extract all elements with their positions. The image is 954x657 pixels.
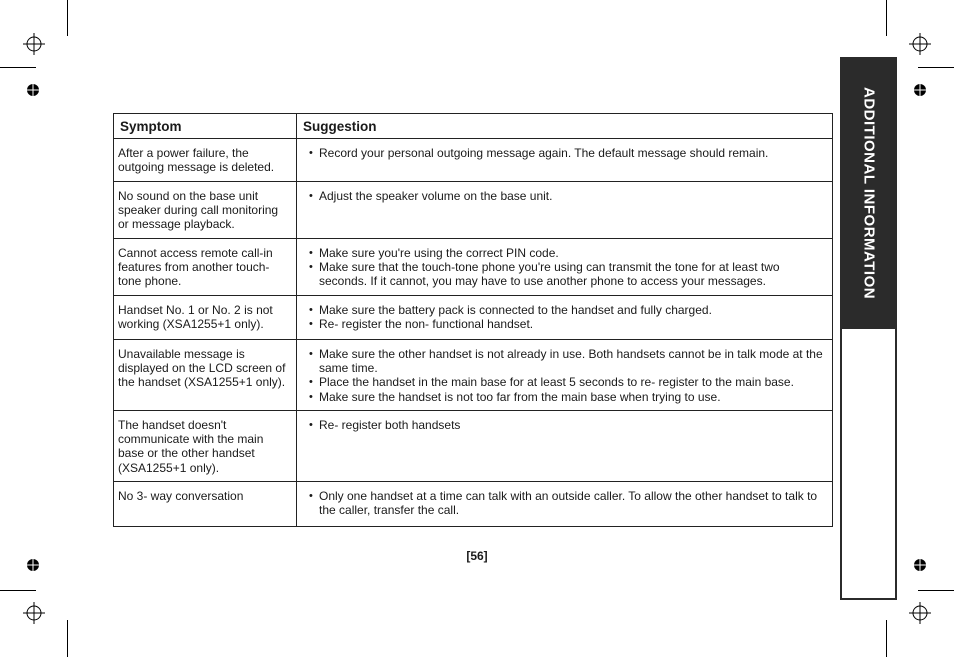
troubleshooting-table (113, 113, 833, 527)
suggestion-cell (297, 411, 833, 482)
suggestion-cell (297, 139, 833, 182)
suggestion-item: • Only one handset at a time can talk with an outside caller. To allow the other handset to talk to the caller, transfer the call. (309, 489, 828, 517)
symptom-cell (114, 182, 297, 239)
suggestion-cell (297, 239, 833, 296)
table-row (114, 139, 833, 182)
table-header-row (114, 114, 833, 139)
suggestion-list (301, 146, 828, 160)
crop-mark (886, 620, 887, 657)
crop-mark (886, 0, 887, 36)
symptom-text: No 3- way conversation (118, 489, 244, 503)
suggestion-list (301, 303, 828, 331)
crop-mark (67, 0, 68, 36)
suggestion-cell (297, 182, 833, 239)
symptom-text: Cannot access remote call-in features from another touch-tone phone. (118, 246, 273, 289)
suggestion-item: • Re- register the non- functional handset. (309, 317, 828, 331)
registration-dot-icon (26, 83, 40, 97)
suggestion-item: • Make sure the other handset is not already in use. Both handsets cannot be in talk mode at the same time. (309, 347, 828, 375)
suggestion-item: • Record your personal outgoing message again. The default message should remain. (309, 146, 828, 160)
suggestion-header: Suggestion (297, 114, 833, 139)
suggestion-item: • Make sure that the touch-tone phone you're using can transmit the tone for at least two seconds. If it cannot, you may have to use another phone to access your messages. (309, 260, 828, 288)
symptom-text: Handset No. 1 or No. 2 is not working (XSA1255+1 only). (118, 303, 273, 332)
symptom-text: The handset doesn't communicate with the main base or the other handset (XSA1255+1 only). (118, 418, 264, 475)
suggestion-list (301, 418, 828, 432)
table-row (114, 296, 833, 340)
symptom-text: No sound on the base unit speaker during call monitoring or message playback. (118, 189, 279, 232)
suggestion-cell (297, 296, 833, 340)
suggestion-list (301, 489, 828, 517)
suggestion-cell (297, 340, 833, 411)
symptom-cell (114, 411, 297, 482)
registration-crosshair-icon (909, 602, 931, 624)
crop-mark (0, 590, 36, 591)
suggestion-cell (297, 482, 833, 527)
symptom-cell (114, 340, 297, 411)
page-number: [56] (466, 549, 488, 563)
suggestion-list (301, 189, 828, 203)
symptom-cell (114, 239, 297, 296)
registration-crosshair-icon (23, 33, 45, 55)
crop-mark (918, 67, 954, 68)
suggestion-item: • Adjust the speaker volume on the base unit. (309, 189, 828, 203)
symptom-text: Unavailable message is displayed on the LCD screen of the handset (XSA1255+1 only). (118, 347, 286, 390)
side-tab-header (842, 59, 895, 329)
symptom-cell (114, 139, 297, 182)
crop-mark (67, 620, 68, 657)
crop-mark (918, 590, 954, 591)
registration-crosshair-icon (909, 33, 931, 55)
symptom-text: After a power failure, the outgoing message is deleted. (118, 146, 275, 175)
suggestion-list (301, 347, 828, 404)
section-side-tab (840, 57, 897, 600)
registration-dot-icon (913, 83, 927, 97)
side-tab-label: ADDITIONAL INFORMATION (860, 87, 878, 300)
table-row (114, 239, 833, 296)
table-row (114, 411, 833, 482)
table-row (114, 482, 833, 527)
table-row (114, 340, 833, 411)
table-row (114, 182, 833, 239)
suggestion-item: • Make sure the battery pack is connected to the handset and fully charged. (309, 303, 828, 317)
symptom-header: Symptom (114, 114, 297, 139)
crop-mark (0, 67, 36, 68)
suggestion-list (301, 246, 828, 289)
suggestion-item: • Place the handset in the main base for at least 5 seconds to re- register to the main base. (309, 375, 828, 389)
suggestion-item: • Make sure the handset is not too far from the main base when trying to use. (309, 390, 828, 404)
suggestion-item: • Re- register both handsets (309, 418, 828, 432)
symptom-cell (114, 482, 297, 527)
suggestion-item: • Make sure you're using the correct PIN code. (309, 246, 828, 260)
registration-crosshair-icon (23, 602, 45, 624)
symptom-cell (114, 296, 297, 340)
